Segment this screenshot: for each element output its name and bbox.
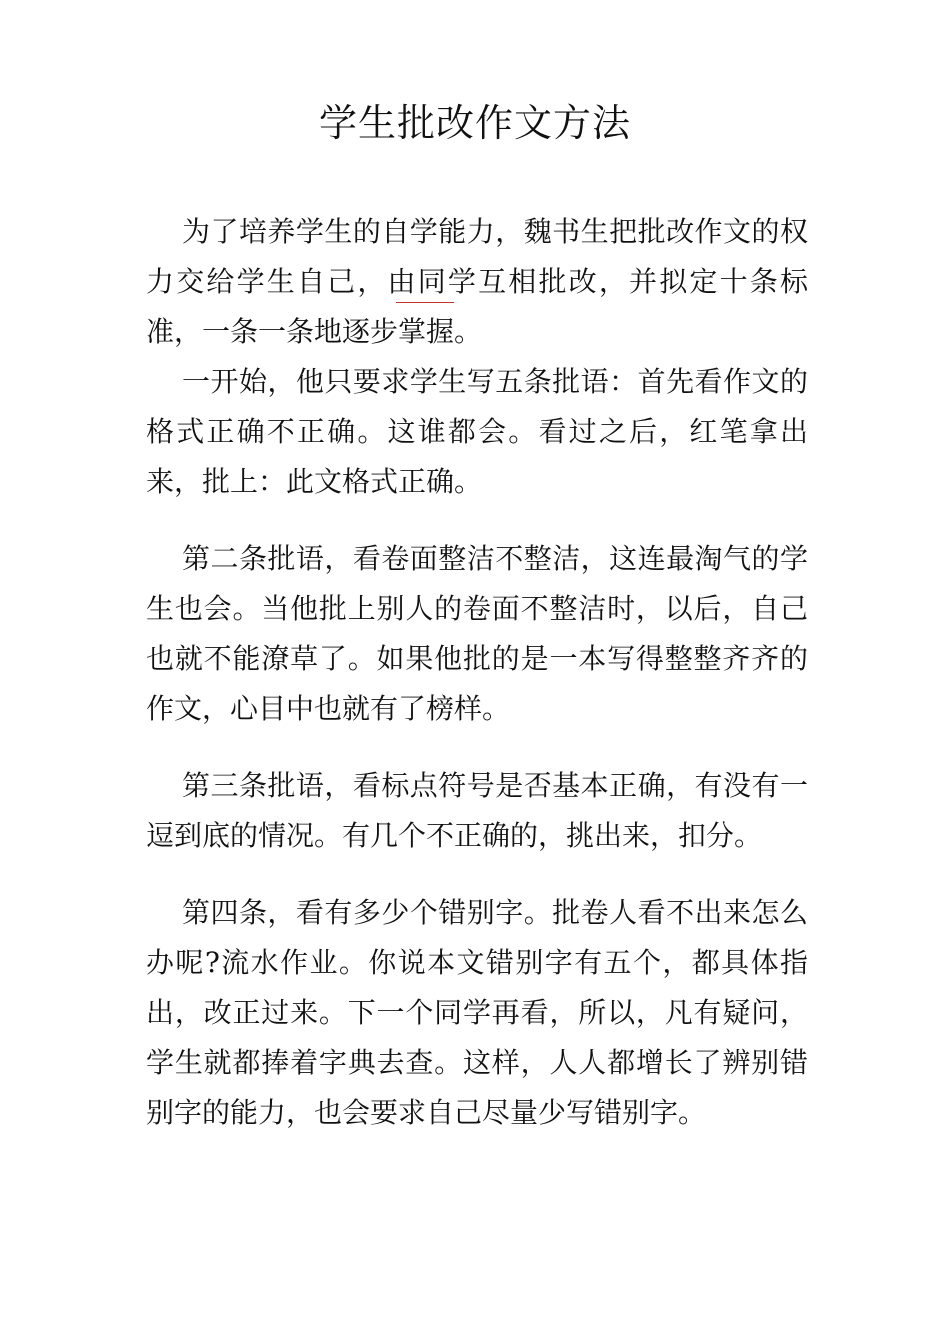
page-title: 学生批改作文方法 bbox=[318, 101, 631, 145]
paragraph-intro: 为了培养学生的自学能力，魏书生把批改作文的权力交给学生自己，由同学互相批改，并拟定十条标准，一条一条地逐步掌握。 bbox=[146, 215, 808, 348]
document-body bbox=[146, 207, 808, 1138]
paragraph-first-rule: 一开始，他只要求学生写五条批语：首先看作文的格式正确不正确。这谁都会。看过之后，红笔拿出来，批上：此文格式正确。 bbox=[146, 365, 808, 498]
paragraph-fourth-rule: 第四条，看有多少个错别字。批卷人看不出来怎么办呢?流水作业。你说本文错别字有五个，都具体指出，改正过来。下一个同学再看，所以，凡有疑问，学生就都捧着字典去查。这样，人人都增长了辨别错别字的能力，也会要求自己尽量少写错别字。 bbox=[146, 896, 808, 1129]
paragraph-second-rule: 第二条批语，看卷面整洁不整洁，这连最淘气的学生也会。当他批上别人的卷面不整洁时，以后，自己也就不能潦草了。如果他批的是一本写得整整齐齐的作文，心目中也就有了榜样。 bbox=[146, 542, 808, 725]
paragraph-third-rule: 第三条批语，看标点符号是否基本正确，有没有一逗到底的情况。有几个不正确的，挑出来，扣分。 bbox=[146, 769, 808, 852]
red-underline-mark bbox=[396, 302, 454, 303]
